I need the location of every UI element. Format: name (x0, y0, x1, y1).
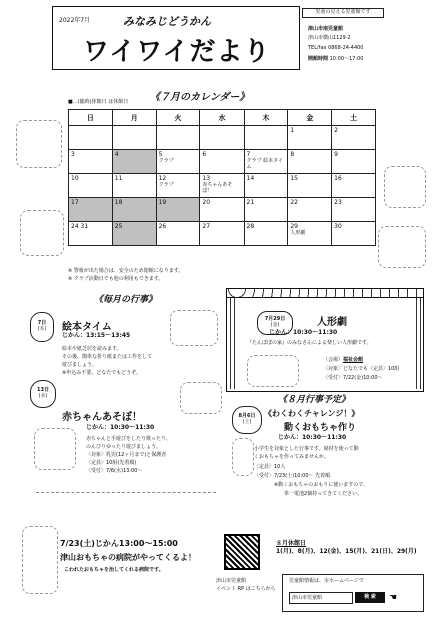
calendar-day-number: 18 (114, 199, 123, 206)
hospital-when: 7/23(土)じかん13:00～15:00 (60, 539, 178, 548)
puppet-characters-illustration (247, 355, 299, 387)
tel-label: TEL/fax (308, 45, 327, 51)
calendar-day-number: 1 (290, 127, 295, 134)
calendar-day-cell (112, 174, 156, 198)
calendar-day-cell (200, 174, 244, 198)
legend-text: ■…(臨時)休館日 (68, 99, 107, 105)
calendar-day-cell (69, 150, 113, 174)
calendar-day-number: 28 (246, 223, 255, 230)
august-time: じかん：10:30～11:30 (278, 434, 347, 441)
calendar-day-number: 29 (290, 223, 298, 230)
august-dow: (土) (242, 419, 252, 425)
calendar-day-cell (332, 126, 376, 150)
baby-desc-2: のんびりゆったり遊びましょう。 (86, 444, 161, 450)
weekday-header: 水 (200, 110, 244, 126)
address: 津山市横山1129-2 (308, 35, 351, 41)
kids-illustration-bottom-left (20, 210, 64, 256)
curtain-top (227, 289, 423, 298)
calendar-day-cell (156, 222, 200, 246)
lightbulbs-decoration (36, 492, 216, 513)
toy-car-illustration (232, 438, 254, 476)
august-title-2: 動くおもちゃ作り (284, 423, 357, 433)
qr-section (214, 534, 274, 604)
weekday-header: 木 (244, 110, 288, 126)
ehon-dow: (木) (37, 326, 47, 332)
ehon-title: 絵本タイム (62, 322, 112, 333)
calendar-day-number: 5 (158, 151, 163, 158)
weekday-header: 月 (112, 110, 156, 126)
calendar-day-cell (288, 222, 332, 246)
tagline: 児童の見える児童館です (302, 8, 384, 18)
header-info (302, 6, 384, 68)
calendar-day-cell (200, 150, 244, 174)
calendar-day-cell (200, 126, 244, 150)
kids-illustration-right (384, 166, 426, 208)
calendar-day-cell (112, 222, 156, 246)
calendar-week-row (69, 150, 376, 174)
baby-apply: 〈受付〉7/6(水)13:00～ (86, 468, 143, 474)
calendar-day-cell (156, 126, 200, 150)
august-desc-2: くおもちゃを作ってみませんか。 (254, 454, 330, 460)
calendar-day-cell (244, 126, 288, 150)
august-title-1: 《わくわくチャレンジ！》 (264, 409, 360, 418)
calendar-day-number: 21 (246, 199, 255, 206)
search-note: 児童館情報は、市ホームページで (289, 578, 364, 584)
calendar-heading: 《７月のカレンダー》 (150, 92, 250, 103)
puppet-desc: 『たんぽぽの家』のみなさんによる楽しい人形劇です。 (247, 340, 372, 346)
header-title-box (52, 6, 300, 70)
org-name: 津山市南児童館 (308, 26, 344, 32)
weekday-header: 火 (156, 110, 200, 126)
august-note-2: 単一電池2個持ってきてください。 (284, 491, 363, 497)
calendar-event-label: クラブ (158, 158, 174, 164)
weekday-header: 土 (332, 110, 376, 126)
page-title: ワイワイだより (83, 37, 271, 67)
calendar-note-1: ※ 警報が出た場合は、安全のため閉館になります。 (68, 268, 184, 274)
hours: 10:00～17:00 (329, 56, 364, 62)
calendar-event-label: 人形劇 (290, 230, 306, 236)
calendar-event-label: クラブ 絵本タイム (246, 158, 284, 170)
puppet-date: 7月29日 (264, 316, 286, 322)
calendar-day-cell (244, 222, 288, 246)
calendar-day-number: 20 (202, 199, 211, 206)
calendar-day-number: 9 (334, 151, 338, 158)
puppet-apply: 〈受付〉7/22(金)10:00～ (323, 375, 383, 381)
calendar-day-number: 4 (114, 151, 119, 158)
puppet-time: じかん：10:30～11:30 (269, 329, 338, 336)
calendar-day-cell (69, 174, 113, 198)
hospital-desc: こわれたおもちゃを治してくれる病院です。 (64, 567, 164, 573)
calendar-day-number: 13 (202, 175, 211, 182)
august-date: 8月6日 (238, 413, 256, 419)
closed-days-list: 1(月)、8(月)、12(金)、15(月)、21(日)、29(月) (276, 548, 417, 555)
calendar-day-number: 25 (114, 223, 123, 230)
calendar-week-row (69, 126, 376, 150)
baby-illustration (34, 428, 76, 470)
calendar-day-cell (112, 198, 156, 222)
ehon-time: じかん：13:15～13:45 (62, 332, 131, 339)
weekday-header: 金 (288, 110, 332, 126)
calendar-legend (68, 99, 128, 105)
august-note-1: ※動くおもちゃのおもりに使いますので、 (274, 482, 369, 488)
title-small: みなみじどうかん (123, 15, 211, 28)
calendar-day-cell (112, 126, 156, 150)
tel: 0868-24-4400 (328, 45, 364, 51)
calendar-day-number: 24 31 (71, 223, 89, 230)
calendar-day-cell (69, 198, 113, 222)
toy-hospital-section (20, 522, 210, 598)
calendar-day-cell (69, 222, 113, 246)
events-heading: 《毎月の行事》 (94, 295, 158, 305)
qr-caption-1: 津山市児童館 (216, 578, 247, 584)
calendar-day-number: 16 (334, 175, 342, 182)
calendar-day-cell (244, 198, 288, 222)
tel-line (308, 45, 363, 51)
calendar-day-cell (244, 174, 288, 198)
calendar-day-number: 6 (202, 151, 207, 158)
ehon-desc-2: その後、簡単な折り紙または工作をして (62, 354, 153, 360)
calendar-day-cell (69, 126, 113, 150)
august-heading: 《８月行事予定》 (278, 395, 351, 405)
calendar-day-number: 17 (71, 199, 79, 206)
calendar-day-cell (332, 198, 376, 222)
calendar-day-cell (200, 222, 244, 246)
calendar-day-number: 11 (114, 175, 123, 182)
calendar-note-2: ※ クラブ活動日でも他の利用もできます。 (68, 276, 164, 282)
ehon-section (30, 304, 220, 376)
hours-line (308, 56, 363, 62)
calendar-day-number: 2 (334, 127, 338, 134)
calendar-day-cell (156, 150, 200, 174)
calendar-day-number: 22 (290, 199, 298, 206)
baby-date: 13日 (37, 387, 49, 393)
curtain-right (413, 289, 423, 389)
baby-date-badge (30, 380, 56, 408)
calendar-day-number: 14 (246, 175, 255, 182)
kids-illustration-left (16, 120, 62, 168)
closed-days (276, 540, 426, 562)
baby-time: じかん：10:30～11:30 (86, 424, 155, 431)
calendar-day-cell (332, 174, 376, 198)
puppet-place-label: （会場） (323, 357, 344, 363)
puppet-title: 人形劇 (317, 317, 347, 328)
baby-dow: (水) (38, 393, 48, 399)
calendar-week-row (69, 198, 376, 222)
puppet-dow: (金) (270, 322, 280, 328)
august-date-badge (232, 406, 262, 434)
baby-cap: 〈定員〉10組(先着順) (86, 460, 137, 466)
calendar-day-number: 10 (71, 175, 79, 182)
calendar-day-number: 7 (246, 151, 251, 158)
puppet-target: 〈対象〉どなたでも〈定員〉10組 (323, 366, 400, 372)
calendar-day-number: 15 (290, 175, 298, 182)
calendar-day-number: 12 (158, 175, 167, 182)
calendar-day-number: 19 (158, 199, 167, 206)
calendar-day-cell (156, 198, 200, 222)
calendar-day-cell (332, 222, 376, 246)
calendar-day-cell (288, 126, 332, 150)
baby-section (30, 380, 226, 474)
year-month: 2022年7月 (59, 17, 91, 24)
baby-desc-1: 赤ちゃんと手遊びをしたり歌ったり、 (86, 436, 172, 442)
calendar-day-cell (200, 198, 244, 222)
header (52, 6, 384, 70)
calendar-day-cell (112, 150, 156, 174)
ehon-desc-1: 絵本や紙芝居を読みます。 (62, 346, 122, 352)
calendar-day-cell (156, 174, 200, 198)
calendar-day-cell (244, 150, 288, 174)
closed-heading: ８月休館日 (276, 540, 307, 547)
calendar-table (68, 109, 376, 246)
calendar-day-number: 27 (202, 223, 211, 230)
qr-caption-2: イベント RP はこちらから (216, 586, 276, 592)
baby-toy-illustration (180, 382, 222, 414)
curtain-left (227, 289, 237, 389)
calendar-event-label: クラブ (158, 182, 174, 188)
kids-illustration-bottom-right (378, 226, 426, 268)
calendar-day-cell (288, 198, 332, 222)
august-desc-1: 小学生を対象とした行事です。廃材を使って動 (254, 446, 359, 452)
calendar-day-number: 30 (334, 223, 342, 230)
ehon-date: 7日 (37, 320, 47, 326)
ehon-date-badge (30, 312, 54, 342)
baby-title: 赤ちゃんあそぼ！ (62, 412, 142, 423)
calendar-week-row (69, 174, 376, 198)
doctor-illustration (22, 526, 58, 594)
book-illustration (170, 310, 218, 346)
calendar-day-cell (288, 150, 332, 174)
weekday-header: 日 (69, 110, 113, 126)
legend-text-2: は休館日 (108, 99, 129, 105)
calendar-day-number: 8 (290, 151, 295, 158)
baby-target: 〈対象〉乳児(12ヶ月まで)と保護者 (86, 452, 167, 458)
calendar-day-number: 3 (71, 151, 75, 158)
puppet-stage (226, 288, 424, 392)
hospital-title: 津山おもちゃの病院がやってくるよ！ (60, 553, 196, 562)
august-cap: 〈定員〉10人 (254, 464, 286, 470)
ehon-desc-3: 遊びましょう。 (62, 362, 98, 368)
search-promo (282, 574, 424, 612)
search-query-box: 津山市児童館 (289, 592, 353, 604)
calendar-day-cell (288, 174, 332, 198)
puppet-place-value: 福祉会館 (343, 357, 364, 363)
august-section (232, 392, 428, 522)
search-button[interactable]: 検 索 (355, 592, 385, 603)
calendar-day-number: 26 (158, 223, 167, 230)
puppet-place (323, 357, 363, 363)
calendar-day-cell (332, 150, 376, 174)
calendar-event-label: 赤ちゃんあそぼ！ (202, 182, 233, 194)
hours-label: 開館時間 (308, 56, 329, 62)
qr-code[interactable] (224, 534, 260, 570)
ehon-desc-4: ※申込み不要。どなたでもどうぞ。 (62, 370, 142, 376)
calendar-day-number: 23 (334, 199, 342, 206)
august-apply: 〈受付〉7/23(土)10:00～ 先着順 (254, 473, 331, 479)
cursor-pointer-icon: ☚ (389, 593, 398, 603)
calendar-week-row (69, 222, 376, 246)
